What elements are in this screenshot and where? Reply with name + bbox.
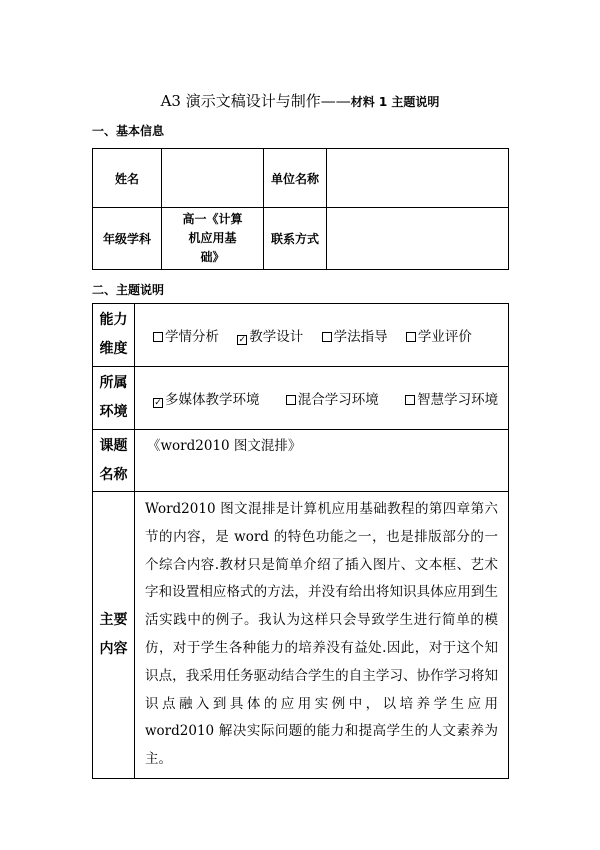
checkbox-icon[interactable]: [153, 332, 163, 342]
unit-label: 单位名称: [264, 149, 327, 208]
option-label: 智慧学习环境: [417, 392, 499, 408]
name-value: [162, 149, 264, 208]
checkbox-icon[interactable]: [406, 332, 416, 342]
option-label: 多媒体教学环境: [165, 392, 260, 408]
table-row: [93, 304, 509, 367]
document-title: [0, 90, 600, 111]
ability-option[interactable]: [237, 325, 303, 345]
ability-options: [135, 304, 509, 367]
table-row: [93, 208, 509, 270]
option-label: 学业评价: [417, 329, 472, 345]
environment-option[interactable]: [286, 388, 379, 408]
contact-label: 联系方式: [264, 208, 327, 270]
option-label: 混合学习环境: [297, 392, 379, 408]
contact-value: [327, 208, 509, 270]
ability-label: 能力维度: [93, 304, 135, 367]
ability-option[interactable]: [406, 325, 472, 345]
ability-option[interactable]: [322, 325, 388, 345]
table-row: [93, 492, 509, 779]
environment-option[interactable]: [405, 388, 498, 408]
table-row: [93, 149, 509, 208]
title-main: A3 演示文稿设计与制作——: [160, 92, 351, 110]
option-label: 学法指导: [333, 329, 388, 345]
table-row: [93, 367, 509, 430]
name-label: 姓名: [93, 149, 162, 208]
course-name-value: 《word2010 图文混排》: [135, 430, 509, 492]
section-topic-heading: 二、主题说明: [92, 283, 165, 297]
checkbox-icon[interactable]: [405, 395, 415, 405]
main-content-text: Word2010 图文混排是计算机应用基础教程的第四章第六节的内容，是 word 的特色功能之一，也是排版部分的一个综合内容.教材只是简单介绍了插入图片、文本框、艺术字和设置相应格式的方法，并没有给出将知识具体应用到生活实践中的例子。我认为这样只会导致学生进行简单的模仿，对于学生各种能力的培养没有益处.因此，对于这个知识点，我采用任务驱动结合学生的自主学习、协作学习将知识点融入到具体的应用实例中，以培养学生应用 word2010 解决实际问题的能力和提高学生的人文素养为主。: [135, 492, 509, 779]
ability-option[interactable]: [153, 325, 219, 345]
grade-value: 高一《计算机应用基础》: [162, 208, 264, 270]
checkbox-icon[interactable]: ✓: [154, 398, 162, 408]
environment-options: [135, 367, 509, 430]
environment-label: 所属环境: [93, 367, 135, 430]
option-label: 学情分析: [165, 329, 219, 345]
checkbox-icon[interactable]: [322, 332, 332, 342]
section-basic-info-heading: 一、基本信息: [92, 124, 165, 138]
unit-value: [327, 149, 509, 208]
course-name-label: 课题名称: [93, 430, 135, 492]
title-sub: 材料 1 主题说明: [350, 95, 440, 109]
grade-label: 年级学科: [93, 208, 162, 270]
topic-table: [92, 303, 509, 779]
option-label: 教学设计: [249, 329, 304, 345]
checkbox-icon[interactable]: ✓: [238, 335, 247, 345]
main-content-label: 主要内容: [93, 492, 135, 779]
checkbox-icon[interactable]: [286, 395, 296, 405]
environment-option[interactable]: [153, 388, 260, 408]
table-row: [93, 430, 509, 492]
basic-info-table: [92, 148, 509, 270]
